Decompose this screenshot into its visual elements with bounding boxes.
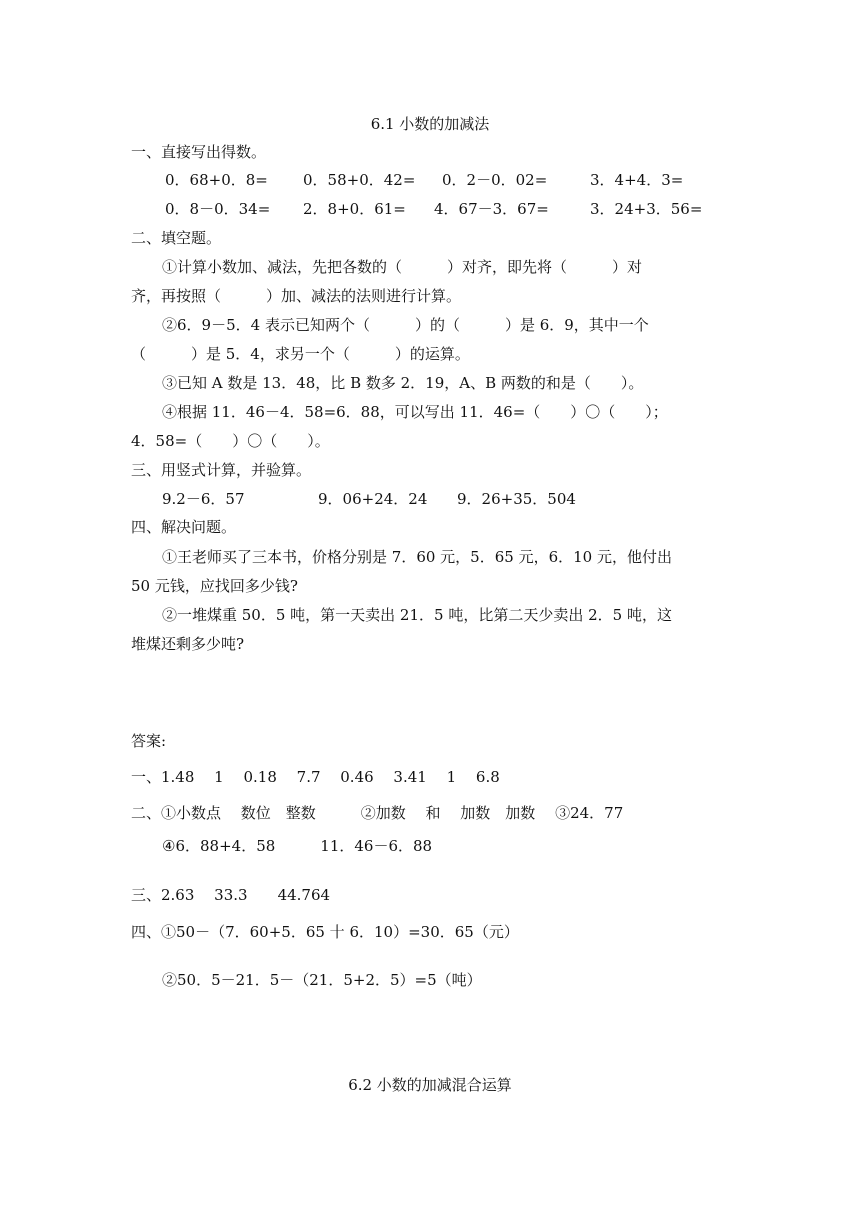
fill-question-1: ①计算小数加、减法，先把各数的（ ）对齐，即先将（ ）对 [162, 258, 643, 276]
word-problem-1: ①王老师买了三本书，价格分别是 7．60 元，5．65 元，6．10 元，他付出 [162, 548, 672, 566]
answer-section-2-cont: ④6．88+4．58 11．46－6．88 [162, 837, 433, 855]
vertical-calc-item: 9．26+35．504 [457, 490, 576, 508]
calc-item: 0．58+0．42= [303, 171, 416, 189]
calc-item: 0．8－0．34= [165, 200, 271, 218]
fill-question-4-cont: 4．58=（ ）〇（ ）。 [131, 432, 330, 450]
fill-question-2: ②6．9－5．4 表示已知两个（ ）的（ ）是 6．9，其中一个 [162, 316, 649, 334]
section3-heading: 三、用竖式计算，并验算。 [131, 461, 312, 479]
next-section-title: 6.2 小数的加减混合运算 [348, 1076, 512, 1094]
calc-item: 0．2－0．02= [442, 171, 548, 189]
page-title: 6.1 小数的加减法 [370, 115, 490, 133]
section2-heading: 二、填空题。 [131, 229, 222, 247]
answers-heading: 答案: [131, 732, 167, 750]
word-problem-2-cont: 堆煤还剩多少吨? [131, 635, 245, 653]
word-problem-2: ②一堆煤重 50．5 吨，第一天卖出 21．5 吨，比第二天少卖出 2．5 吨，这 [162, 606, 672, 624]
answer-section-4: 四、①50－（7．60+5．65 十 6．10）=30．65（元） [131, 923, 519, 941]
calc-item: 3．4+4．3= [590, 171, 684, 189]
vertical-calc-item: 9．06+24．24 [318, 490, 428, 508]
fill-question-4: ④根据 11．46－4．58=6．88，可以写出 11．46=（ ）〇（ ）； [162, 403, 668, 421]
calc-item: 0．68+0．8= [165, 171, 268, 189]
fill-question-2-cont: （ ）是 5．4，求另一个（ ）的运算。 [131, 345, 470, 363]
fill-question-1-cont: 齐，再按照（ ）加、减法的法则进行计算。 [131, 287, 462, 305]
answer-section-2: 二、①小数点 数位 整数 ②加数 和 加数 加数 ③24．77 [131, 804, 624, 822]
answer-section-3: 三、2.63 33.3 44.764 [131, 886, 331, 904]
answer-section-1: 一、1.48 1 0.18 7.7 0.46 3.41 1 6.8 [131, 768, 500, 786]
answer-section-4-cont: ②50．5－21．5－（21．5+2．5）=5（吨） [162, 971, 482, 989]
calc-item: 3．24+3．56= [590, 200, 703, 218]
calc-item: 2．8+0．61= [303, 200, 406, 218]
vertical-calc-item: 9.2－6．57 [162, 490, 245, 508]
calc-item: 4．67－3．67= [434, 200, 549, 218]
section1-heading: 一、直接写出得数。 [131, 143, 267, 161]
word-problem-1-cont: 50 元钱，应找回多少钱? [131, 577, 298, 595]
section4-heading: 四、解决问题。 [131, 518, 237, 536]
fill-question-3: ③已知 A 数是 13．48，比 B 数多 2．19，A、B 两数的和是（ ）。 [162, 374, 644, 392]
